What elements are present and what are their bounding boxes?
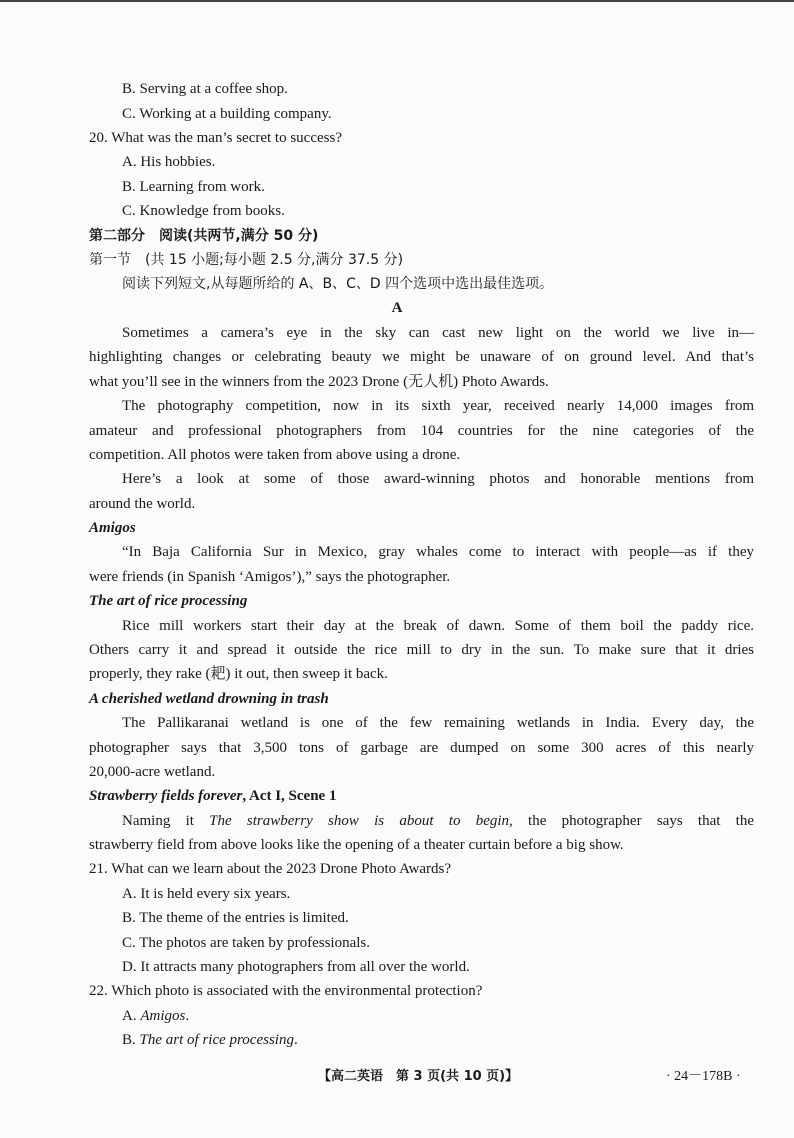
- q20-option-c: C. Knowledge from books.: [122, 203, 285, 219]
- q20-option-a: A. His hobbies.: [122, 154, 216, 170]
- q21-option-a: A. It is held every six years.: [122, 886, 291, 902]
- p7-pre: Naming it: [122, 813, 210, 829]
- p3-line1: Here’s a look at some of those award-winning photos and honorable mentions from: [122, 471, 754, 487]
- p7-italic-title: The strawberry show is about to begin: [209, 813, 510, 829]
- p5-line2: Others carry it and spread it outside the rice mill to dry in the sun. To make sure that it dries: [89, 642, 754, 658]
- p7-line2: strawberry field from above looks like the opening of a theater curtain before a big show.: [89, 837, 624, 853]
- q21-option-b: B. The theme of the entries is limited.: [122, 910, 349, 926]
- q22-b-period: .: [293, 1032, 298, 1048]
- heading-strawberry-italic: Strawberry fields forever: [89, 788, 243, 804]
- p1-line3: what you’ll see in the winners from the 2023 Drone (无人机) Photo Awards.: [89, 374, 549, 390]
- reading-instruction: 阅读下列短文,从每题所给的 A、B、C、D 四个选项中选出最佳选项。: [122, 276, 554, 292]
- heading-strawberry-rest: , Act I, Scene 1: [242, 788, 337, 804]
- p2-line3: competition. All photos were taken from above using a drone.: [89, 447, 461, 463]
- passage-label: A: [391, 300, 403, 316]
- q22-option-a: [122, 1006, 189, 1026]
- heading-wetland: A cherished wetland drowning in trash: [89, 691, 329, 707]
- q22-a-period: .: [185, 1008, 190, 1024]
- p3-line2: around the world.: [89, 496, 196, 512]
- part2-title: 第二部分 阅读(共两节,满分 50 分): [89, 228, 319, 244]
- q19-option-c: C. Working at a building company.: [122, 106, 332, 122]
- q22-option-b: [122, 1030, 298, 1050]
- heading-rice-processing: The art of rice processing: [89, 593, 248, 609]
- p7-post: , the photographer says that the: [509, 813, 754, 829]
- p1-line1: Sometimes a camera’s eye in the sky can cast new light on the world we live in—: [122, 325, 754, 341]
- p6-line3: 20,000-acre wetland.: [89, 764, 216, 780]
- q19-option-b: B. Serving at a coffee shop.: [122, 81, 288, 97]
- p5-line1: Rice mill workers start their day at the break of dawn. Some of them boil the paddy rice.: [122, 618, 754, 634]
- p5-line3: properly, they rake (耙) it out, then sweep it back.: [89, 666, 388, 682]
- p2-line2: amateur and professional photographers from 104 countries for the nine categories of the: [89, 423, 754, 439]
- p7-line1: [122, 811, 754, 831]
- q22-a-letter: A.: [122, 1008, 141, 1024]
- footer-code: · 24－178B ·: [666, 1069, 741, 1084]
- footer-page-info: 【高二英语 第 3 页(共 10 页)】: [318, 1069, 519, 1084]
- q22-a-title: Amigos: [140, 1008, 186, 1024]
- q22-b-letter: B.: [122, 1032, 140, 1048]
- p6-line1: The Pallikaranai wetland is one of the few remaining wetlands in India. Every day, the: [122, 715, 754, 731]
- q22-b-title: The art of rice processing: [139, 1032, 294, 1048]
- q21-stem: 21. What can we learn about the 2023 Drone Photo Awards?: [89, 861, 451, 877]
- q20-option-b: B. Learning from work.: [122, 179, 265, 195]
- section1-title: 第一节 (共 15 小题;每小题 2.5 分,满分 37.5 分): [89, 252, 404, 268]
- q20-stem: 20. What was the man’s secret to success?: [89, 130, 342, 146]
- p4-line1: “In Baja California Sur in Mexico, gray whales come to interact with people—as if they: [122, 544, 754, 560]
- p4-line2: were friends (in Spanish ‘Amigos’),” says the photographer.: [89, 569, 451, 585]
- p2-line1: The photography competition, now in its sixth year, received nearly 14,000 images from: [122, 398, 754, 414]
- p6-line2: photographer says that 3,500 tons of garbage are dumped on some 300 acres of this nearly: [89, 740, 754, 756]
- q21-option-d: D. It attracts many photographers from all over the world.: [122, 959, 470, 975]
- q21-option-c: C. The photos are taken by professionals.: [122, 935, 371, 951]
- p1-line2: highlighting changes or celebrating beauty we might be unaware of on ground level. And that’s: [89, 349, 754, 365]
- q22-stem: 22. Which photo is associated with the environmental protection?: [89, 983, 483, 999]
- heading-strawberry: [89, 786, 336, 806]
- top-border: [0, 0, 794, 2]
- heading-amigos: Amigos: [89, 520, 136, 536]
